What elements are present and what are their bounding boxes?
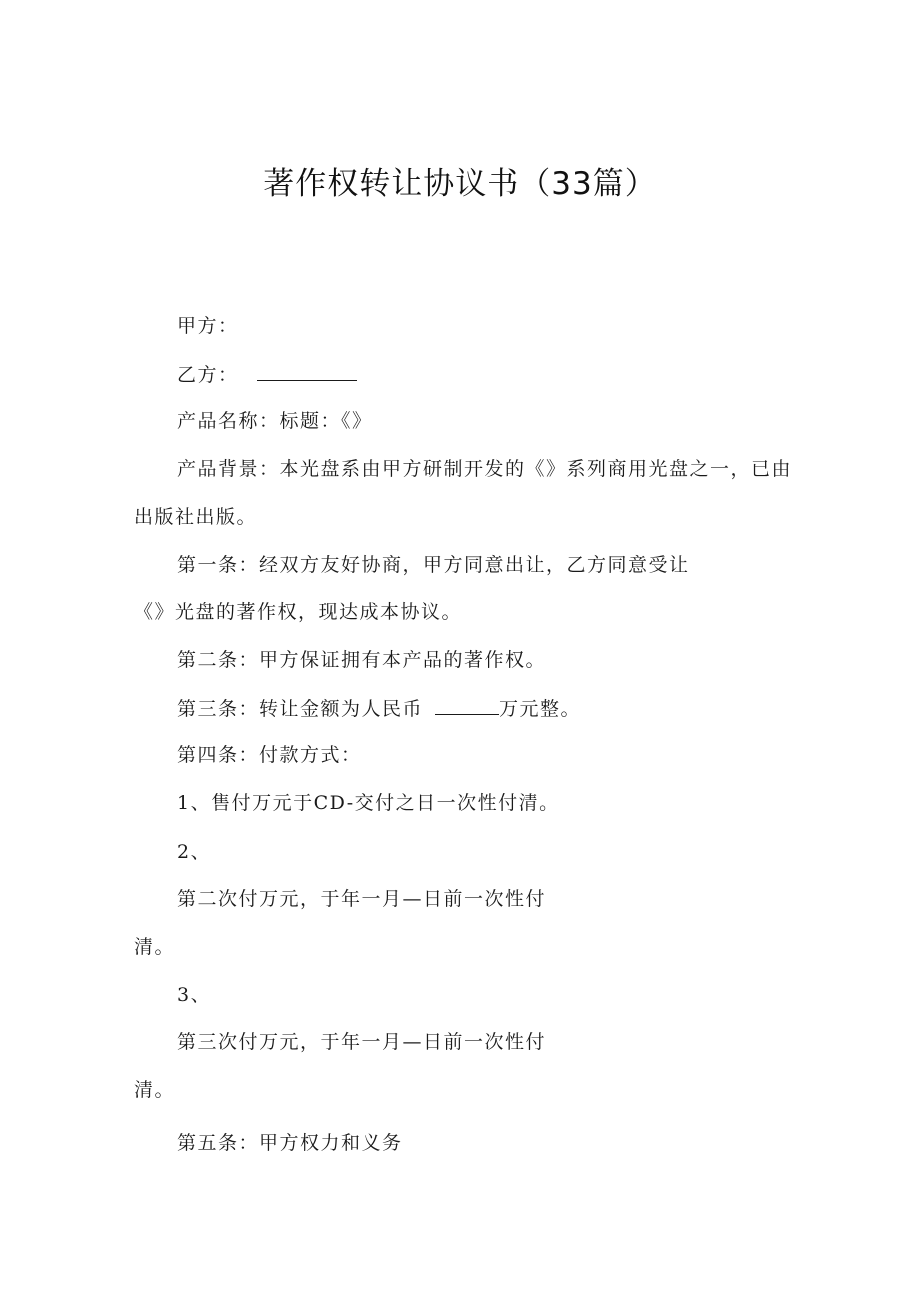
article1-line-2: 《》光盘的著作权，现达成本协议。 — [134, 601, 463, 623]
article3-line — [177, 696, 581, 721]
party-b-blank — [257, 362, 357, 381]
payment-2-line-1: 第二次付万元，于年一月—日前一次性付 — [177, 888, 547, 910]
payment-3-line-1: 第三次付万元，于年一月—日前一次性付 — [177, 1031, 547, 1053]
product-name-line: 产品名称：标题：《》 — [177, 410, 373, 432]
document-title: 著作权转让协议书（33篇） — [263, 166, 657, 202]
article3-text-a: 第三条：转让金额为人民币 — [177, 698, 424, 720]
background-line-2: 出版社出版。 — [134, 506, 258, 528]
party-b-label: 乙方： — [177, 364, 239, 386]
article3-text-b: 万元整。 — [499, 698, 582, 720]
amount-blank — [435, 696, 499, 715]
article2-line: 第二条：甲方保证拥有本产品的著作权。 — [177, 649, 547, 671]
payment-2-number: 2、 — [177, 841, 212, 863]
payment-3-number: 3、 — [177, 984, 212, 1006]
article5-line: 第五条：甲方权力和义务 — [177, 1132, 403, 1154]
party-a-label: 甲方： — [177, 315, 239, 337]
payment-2-line-2: 清。 — [134, 936, 176, 958]
party-a-line — [177, 314, 239, 338]
party-b-line — [177, 362, 357, 387]
payment-3-line-2: 清。 — [134, 1079, 176, 1101]
payment-1-line: 1、售付万元于CD-交付之日一次性付清。 — [177, 792, 560, 814]
article1-line-1: 第一条：经双方友好协商，甲方同意出让，乙方同意受让 — [177, 554, 690, 576]
article4-line: 第四条：付款方式： — [177, 744, 362, 766]
background-line-1: 产品背景：本光盘系由甲方研制开发的《》系列商用光盘之一，已由 — [177, 458, 793, 480]
